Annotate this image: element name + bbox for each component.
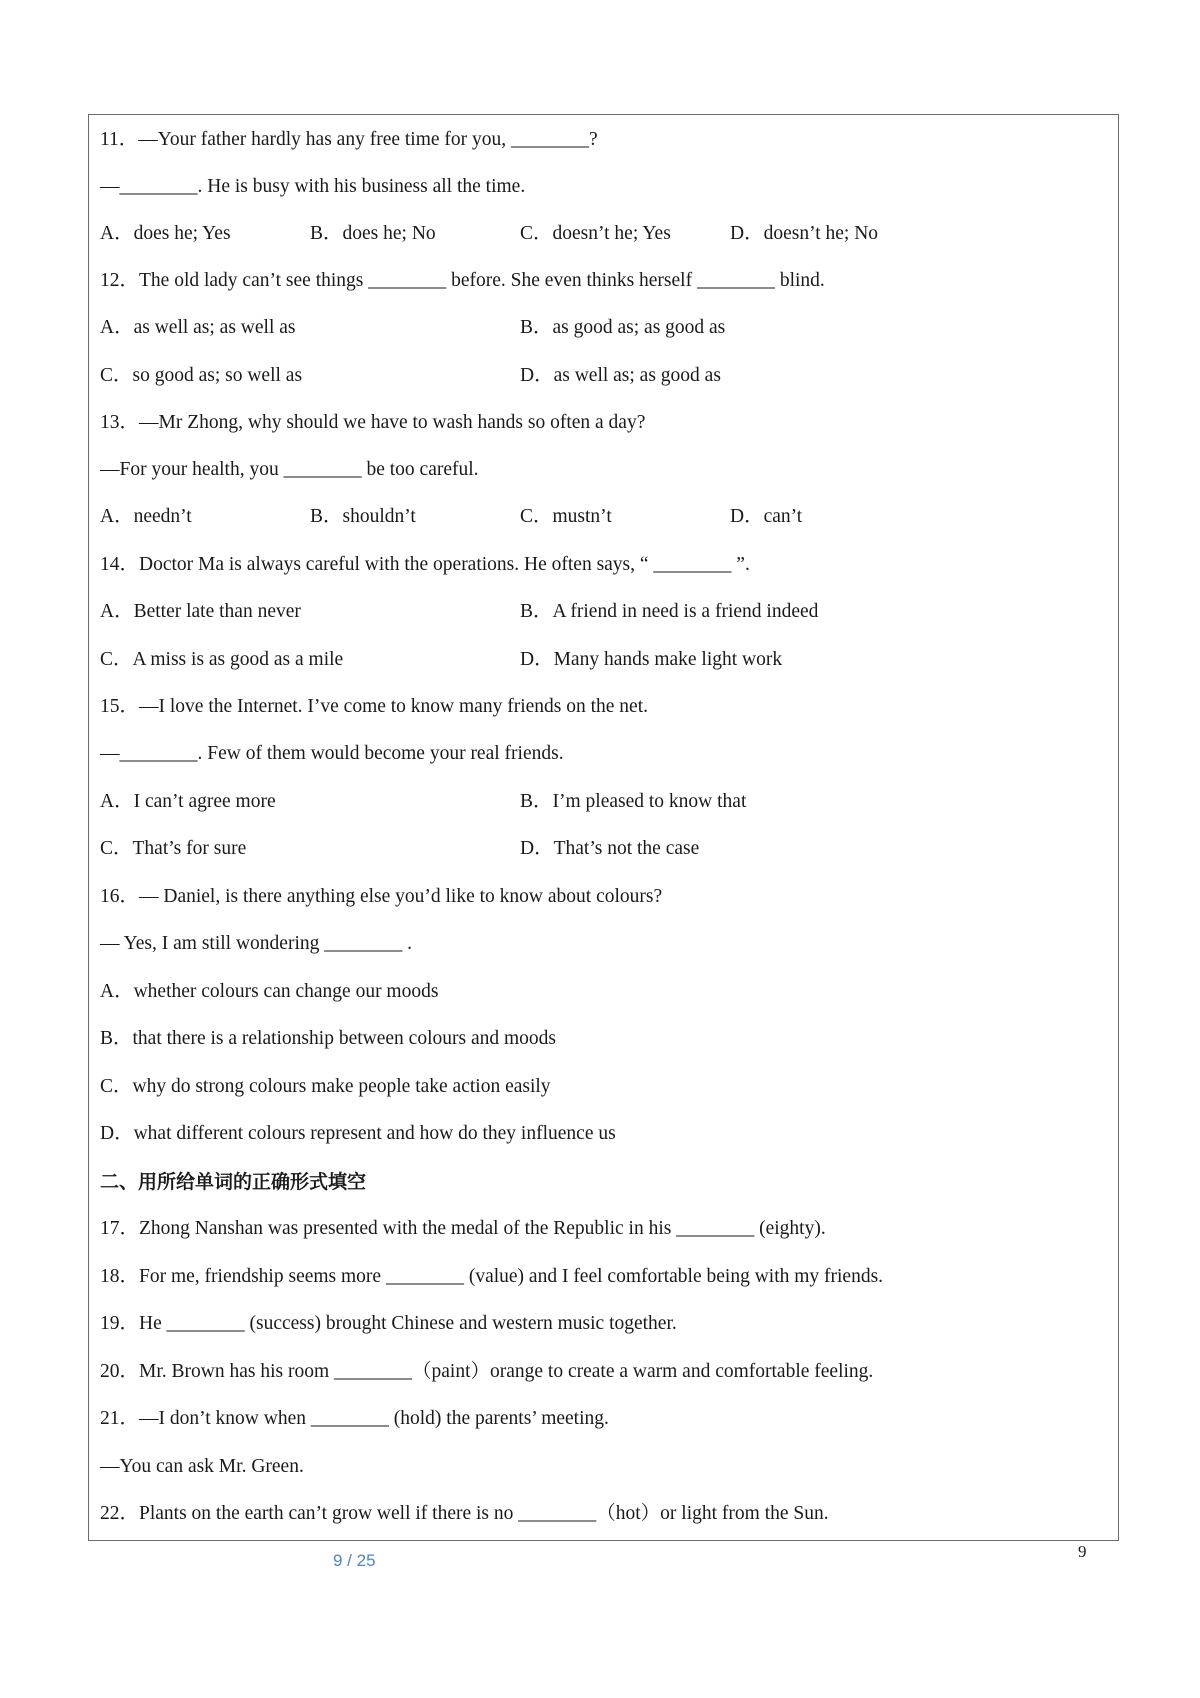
q21-stem: 21．—I don’t know when ________ (hold) the parents’ meeting. <box>100 1408 609 1429</box>
q12-option-a: A．as well as; as well as <box>100 317 296 338</box>
q13-option-c: C．mustn’t <box>520 506 612 527</box>
q15-stem: 15．—I love the Internet. I’ve come to know many friends on the net. <box>100 696 649 717</box>
q11-option-b: B．does he; No <box>310 223 436 244</box>
q13-option-b: B．shouldn’t <box>310 506 416 527</box>
q11-reply: —________. He is busy with his business all the time. <box>100 176 526 197</box>
q18: 18．For me, friendship seems more ________ (value) and I feel comfortable being with my friends. <box>100 1266 884 1287</box>
q14-stem: 14．Doctor Ma is always careful with the operations. He often says, “ ________ ”. <box>100 554 750 575</box>
q21-reply: —You can ask Mr. Green. <box>100 1456 304 1477</box>
q13-reply: —For your health, you ________ be too careful. <box>100 459 479 480</box>
q16-option-c: C．why do strong colours make people take action easily <box>100 1076 551 1097</box>
q14-option-a: A．Better late than never <box>100 601 301 622</box>
q16-reply: — Yes, I am still wondering ________ . <box>100 933 412 954</box>
q20: 20．Mr. Brown has his room ________（paint）orange to create a warm and comfortable feeling. <box>100 1361 874 1382</box>
q11-option-c: C．doesn’t he; Yes <box>520 223 671 244</box>
q16-option-b: B．that there is a relationship between colours and moods <box>100 1028 556 1049</box>
page-number: 9 <box>1078 1542 1087 1561</box>
q14-option-c: C．A miss is as good as a mile <box>100 649 344 670</box>
q11-option-d: D．doesn’t he; No <box>730 223 879 244</box>
q13-option-a: A．needn’t <box>100 506 192 527</box>
q13-stem: 13．—Mr Zhong, why should we have to wash hands so often a day? <box>100 412 646 433</box>
q12-option-d: D．as well as; as good as <box>520 365 721 386</box>
q12-option-b: B．as good as; as good as <box>520 317 726 338</box>
q22: 22．Plants on the earth can’t grow well if there is no ________（hot）or light from the Sun. <box>100 1503 829 1524</box>
q17: 17．Zhong Nanshan was presented with the medal of the Republic in his ________ (eighty). <box>100 1218 826 1239</box>
q16-option-a: A．whether colours can change our moods <box>100 981 439 1002</box>
section-heading: 二、用所给单词的正确形式填空 <box>100 1171 367 1193</box>
q15-option-b: B．I’m pleased to know that <box>520 791 747 812</box>
q13-option-d: D．can’t <box>730 506 803 527</box>
page-indicator: 9 / 25 <box>333 1551 376 1570</box>
q12-stem: 12．The old lady can’t see things ________ before. She even thinks herself ________ blind. <box>100 270 825 291</box>
q19: 19．He ________ (success) brought Chinese and western music together. <box>100 1313 677 1334</box>
q12-option-c: C．so good as; so well as <box>100 365 303 386</box>
q15-option-d: D．That’s not the case <box>520 838 700 859</box>
q14-option-b: B．A friend in need is a friend indeed <box>520 601 819 622</box>
q14-option-d: D．Many hands make light work <box>520 649 783 670</box>
q16-stem: 16．— Daniel, is there anything else you’d like to know about colours? <box>100 886 663 907</box>
q11-option-a: A．does he; Yes <box>100 223 231 244</box>
q15-option-a: A．I can’t agree more <box>100 791 276 812</box>
q15-reply: —________. Few of them would become your real friends. <box>100 743 564 764</box>
q15-option-c: C．That’s for sure <box>100 838 247 859</box>
q11-stem: 11．—Your father hardly has any free time for you, ________? <box>100 129 598 150</box>
q16-option-d: D．what different colours represent and how do they influence us <box>100 1123 616 1144</box>
